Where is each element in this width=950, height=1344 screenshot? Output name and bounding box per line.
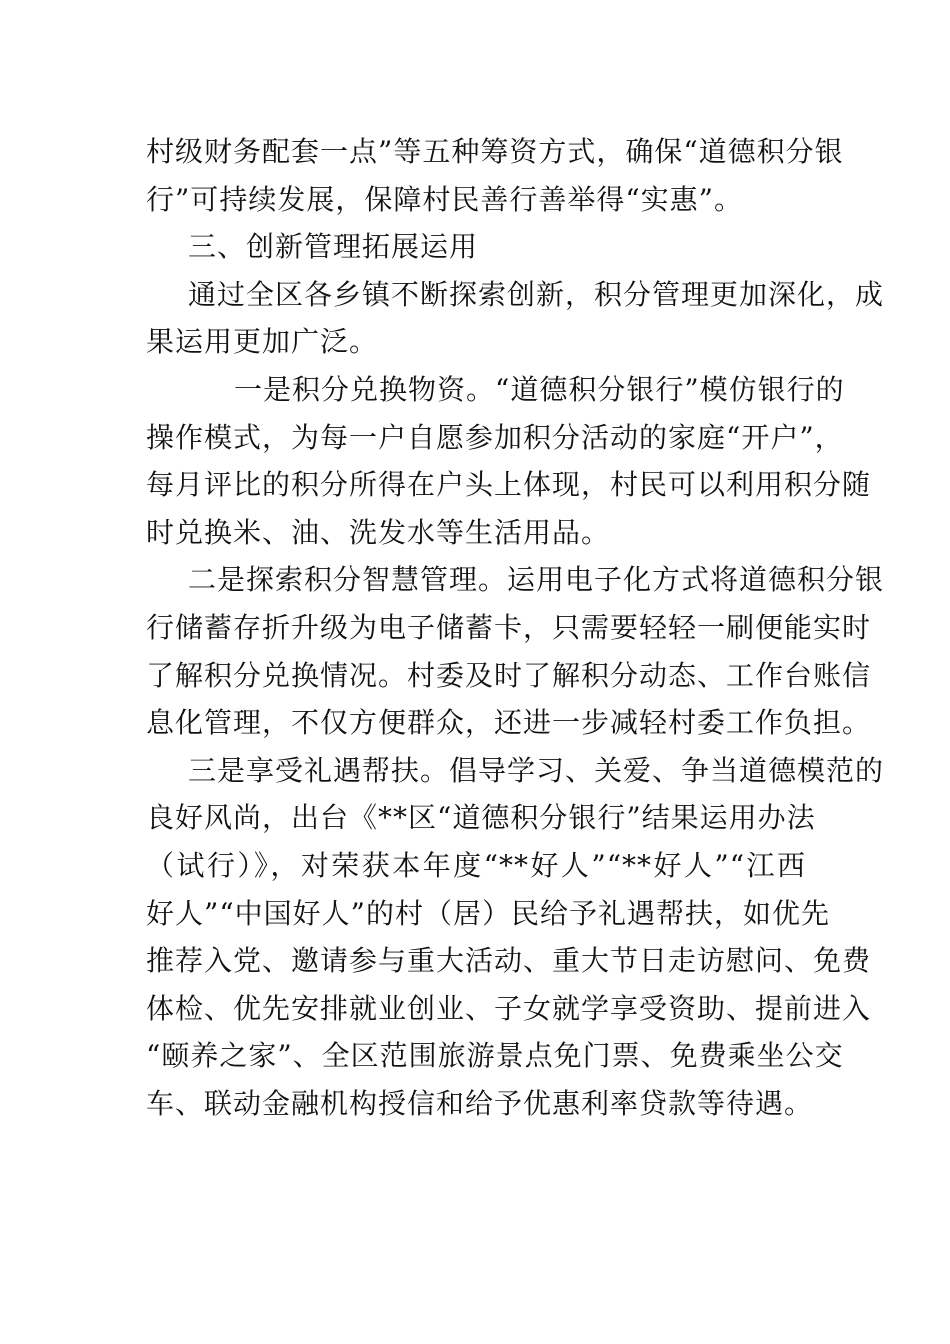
text-line: 三是享受礼遇帮扶。倡导学习、关爱、争当道德模范的 <box>188 753 885 787</box>
text-line: 每月评比的积分所得在户头上体现，村民可以利用积分随 <box>146 468 872 502</box>
text-line: 良好风尚，出台《**区“道德积分银行”结果运用办法 <box>146 801 816 835</box>
text-line: 果运用更加广泛。 <box>146 325 379 359</box>
text-line: 行”可持续发展，保障村民善行善举得“实惠”。 <box>146 182 743 216</box>
text-line: “颐养之家”、全区范围旅游景点免门票、免费乘坐公交 <box>146 1039 844 1073</box>
text-line: 行储蓄存折升级为电子储蓄卡，只需要轻轻一刷便能实时 <box>146 610 872 644</box>
text-line: 操作模式，为每一户自愿参加积分活动的家庭“开户”， <box>146 420 844 454</box>
text-line: 二是探索积分智慧管理。运用电子化方式将道德积分银 <box>188 563 885 597</box>
text-line: 推荐入党、邀请参与重大活动、重大节日走访慰问、免费 <box>146 944 872 978</box>
text-line: 了解积分兑换情况。村委及时了解积分动态、工作台账信 <box>146 658 872 692</box>
document-body <box>146 128 885 1127</box>
text-line: 一是积分兑换物资。“道德积分银行”模仿银行的 <box>234 372 845 406</box>
section-heading: 三、创新管理拓展运用 <box>188 230 479 264</box>
text-line: 时兑换米、油、洗发水等生活用品。 <box>146 515 611 549</box>
text-line: 通过全区各乡镇不断探索创新，积分管理更加深化，成 <box>188 277 885 311</box>
text-line: （试行）》，对荣获本年度“**好人”“**好人”“江西 <box>146 848 806 882</box>
text-line: 村级财务配套一点”等五种筹资方式，确保“道德积分银 <box>146 135 844 168</box>
text-line: 好人”“中国好人”的村（居）民给予礼遇帮扶，如优先 <box>146 896 830 930</box>
text-line: 体检、优先安排就业创业、子女就学享受资助、提前进入 <box>146 991 872 1025</box>
text-line: 车、联动金融机构授信和给予优惠利率贷款等待遇。 <box>146 1086 814 1120</box>
text-line: 息化管理，不仅方便群众，还进一步减轻村委工作负担。 <box>146 706 872 740</box>
